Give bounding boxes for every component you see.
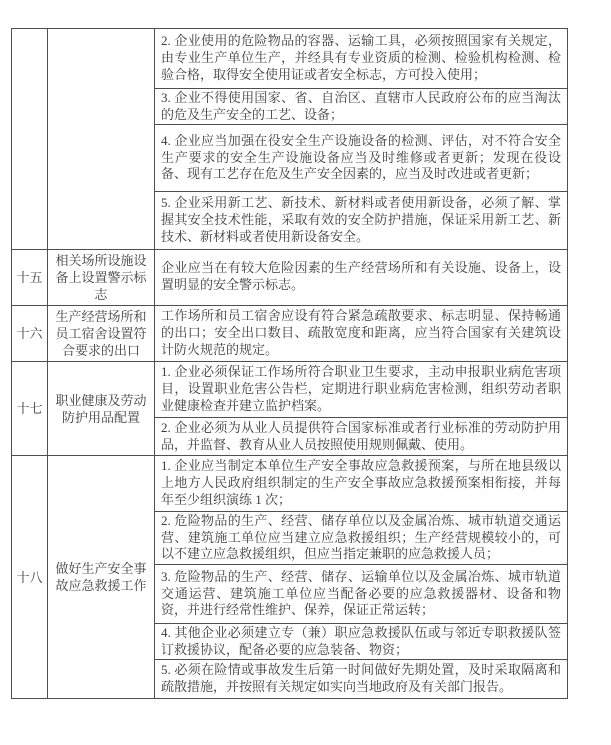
requirement-item-cell: 5. 必须在险情或事故发生后第一时间做好先期处置，及时采取隔离和疏散措施，并按照有关规定如实向当地政府及有关部门报告。 <box>155 659 567 698</box>
requirement-item-cell: 1. 企业应当制定本单位生产安全事故应急救援预案，与所在地县级以上地方人民政府组织制定的生产安全事故应急救援预案相衔接，并每年至少组织演练 1 次； <box>161 458 561 507</box>
row-category-cell: 做好生产安全事故应急救援工作 <box>48 456 155 698</box>
table-row <box>12 249 567 305</box>
table-row <box>12 29 567 249</box>
requirement-item-cell: 2. 企业使用的危险物品的容器、运输工具，必须按照国家有关规定，由专业生产单位生产，并经具有专业资质的检测、检验机构检测、检验合格，取得安全使用证或者安全标志，方可投入使用； <box>161 33 561 82</box>
row-content-column <box>155 456 567 698</box>
requirement-item-cell: 1. 企业必须保证工作场所符合职业卫生要求，主动申报职业病危害项目，设置职业危害公告栏，定期进行职业病危害检测，组织劳动者职业健康检查并建立监护档案。 <box>161 364 561 413</box>
row-number-cell: 十八 <box>12 456 48 698</box>
requirement-item-cell: 2. 危险物品的生产、经营、储存单位以及金属冶炼、城市轨道交通运营、建筑施工单位应当建立应急救援组织；生产经营规模较小的，可以不建立应急救援组织，但应当指定兼职的应急救援人员； <box>155 511 567 564</box>
requirement-item-cell: 5. 企业采用新工艺、新技术、新材料或者使用新设备，必须了解、掌握其安全技术性能，采取有效的安全防护措施，保证采用新工艺、新技术、新材料或者使用新设备安全。 <box>155 191 567 249</box>
row-category-cell: 职业健康及劳动防护用品配置 <box>48 362 155 455</box>
table-row <box>12 305 567 361</box>
row-content-column <box>155 306 567 361</box>
row-number-cell <box>12 29 48 249</box>
row-content-column <box>155 250 567 305</box>
requirement-item-cell: 2. 企业必须为从业人员提供符合国家标准或者行业标准的劳动防护用品，并监督、教育从业人员按照使用规则佩戴、使用。 <box>155 417 567 455</box>
row-category-cell <box>48 29 155 249</box>
requirement-item-cell: 3. 企业不得使用国家、省、自治区、直辖市人民政府公布的应当淘汰的危及生产安全的工艺、设备； <box>155 88 567 124</box>
requirement-item-cell: 3. 危险物品的生产、经营、储存、运输单位以及金属冶炼、城市轨道交通运营、建筑施工单位应当配备必要的应急救援器材、设备和物资，并进行经常性维护、保养，保证正常运转； <box>155 564 567 623</box>
requirement-item-cell: 工作场所和员工宿舍应设有符合紧急疏散要求、标志明显、保持畅通的出口；安全出口数目、疏散宽度和距离，应当符合国家有关建筑设计防火规范的规定。 <box>161 308 561 357</box>
safety-requirements-table <box>11 28 568 699</box>
row-content-column <box>155 29 567 249</box>
row-category-cell: 相关场所设施设备上设置警示标志 <box>48 250 155 305</box>
row-number-cell: 十七 <box>12 362 48 455</box>
row-content-column <box>155 362 567 455</box>
requirement-item-cell: 4. 其他企业必须建立专（兼）职应急救援队伍或与邻近专职救援队签订救援协议，配备必要的应急装备、物资； <box>155 623 567 659</box>
requirement-item-cell: 4. 企业应当加强在役安全生产设施设备的检测、评估，对不符合安全生产要求的安全生产设施设备应当及时维修或者更新；发现在役设备、现有工艺存在危及生产安全因素的，应当及时改进或者更新； <box>155 124 567 191</box>
row-number-cell: 十六 <box>12 306 48 361</box>
table-row <box>12 455 567 698</box>
table-row <box>12 361 567 455</box>
row-number-cell: 十五 <box>12 250 48 305</box>
row-category-cell: 生产经营场所和员工宿舍设置符合要求的出口 <box>48 306 155 361</box>
requirement-item-cell: 企业应当在有较大危险因素的生产经营场所和有关设施、设备上，设置明显的安全警示标志。 <box>161 260 561 292</box>
